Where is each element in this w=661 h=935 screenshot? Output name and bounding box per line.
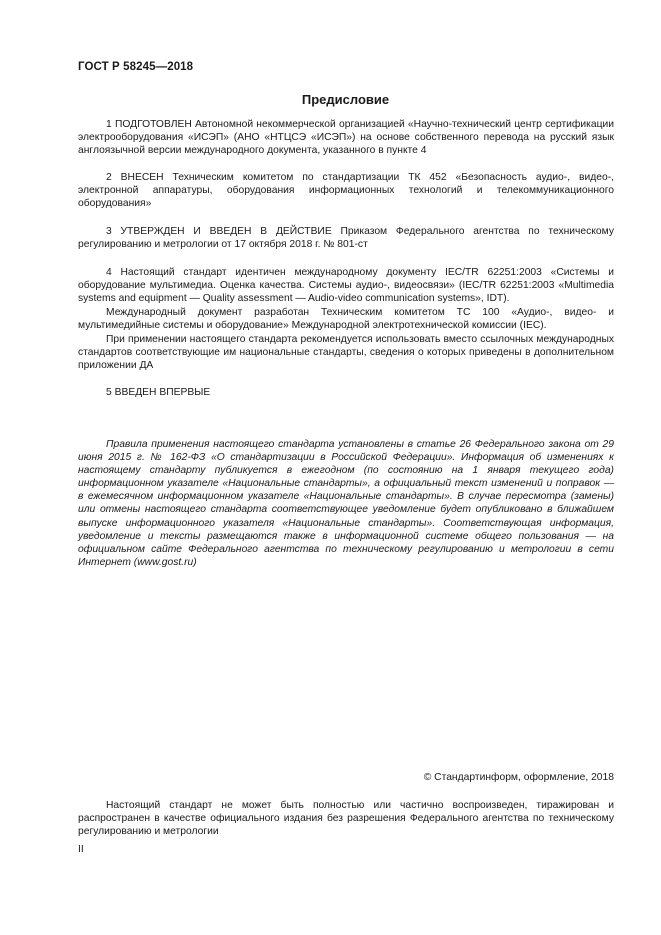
preface-item-4-references-text: При применении настоящего стандарта рекомендуется использовать вместо ссылочных международных стандартов соответствующие им национальные стандарты, сведения о которых приведены в дополнительном приложении ДА <box>78 334 614 372</box>
preface-item-4-references <box>78 333 614 372</box>
application-rules-notice <box>78 438 614 569</box>
preface-item-1-text: 1 ПОДГОТОВЛЕН Автономной некоммерческой организацией «Научно-технический центр сертификации электрооборудования «ИСЭП» (АНО «НТЦСЭ «ИСЭП») на основе собственного перевода на русский язык англоязычной версии международного документа, указанного в пункте 4 <box>78 119 614 157</box>
preface-item-2-text: 2 ВНЕСЕН Техническим комитетом по стандартизации ТК 452 «Безопасность аудио-, видео-, электронной аппаратуры, оборудования информационных технологий и телекоммуникационного оборудования» <box>78 172 614 210</box>
preface-item-4 <box>78 266 614 305</box>
preface-item-2 <box>78 171 614 210</box>
reproduction-notice-text: Настоящий стандарт не может быть полностью или частично воспроизведен, тиражирован и распространен в качестве официального издания без разрешения Федерального агентства по техническому регулированию и метрологии <box>78 800 614 838</box>
preface-item-3 <box>78 225 614 251</box>
page-number: II <box>78 844 84 855</box>
reproduction-notice <box>78 799 614 838</box>
preface-item-4-text: 4 Настоящий стандарт идентичен международному документу IEC/TR 62251:2003 «Системы и оборудование мультимедиа. Оценка качества. Системы аудио-, видеосвязи» (IEC/TR 62251:2003 «Multimedia systems and equipment — Quality assessment — Audio-video communication systems», IDT). <box>78 267 614 305</box>
preface-item-4-developer <box>78 306 614 332</box>
copyright-line: © Стандартинформ, оформление, 2018 <box>423 772 614 783</box>
preface-item-1 <box>78 118 614 157</box>
preface-item-3-text: 3 УТВЕРЖДЕН И ВВЕДЕН В ДЕЙСТВИЕ Приказом Федерального агентства по техническому регулированию и метрологии от 17 октября 2018 г. № 801-ст <box>78 226 614 251</box>
page-title: Предисловие <box>301 92 390 107</box>
preface-item-5-text: 5 ВВЕДЕН ВПЕРВЫЕ <box>106 387 211 398</box>
application-rules-text: Правила применения настоящего стандарта установлены в статье 26 Федерального закона от 29 июня 2015 г. № 162-ФЗ «О стандартизации в Российской Федерации». Информация об изменениях к настоящему стандарту публикуется в ежегодном (по состоянию на 1 января текущего года) информационном указателе «Национальные стандарты», а официальный текст изменений и поправок — в ежемесячном информационном указателе «Национальные стандарты». В случае пересмотра (замены) или отмены настоящего стандарта соответствующее уведомление будет опубликовано в ближайшем выпуске информационного указателя «Национальные стандарты». Соответствующая информация, уведомление и тексты размещаются также в информационной системе общего пользования — на официальном сайте Федерального агентства по техническому регулированию и метрологии в сети Интернет (www.gost.ru) <box>78 439 614 568</box>
standard-code: ГОСТ Р 58245—2018 <box>78 61 194 73</box>
preface-item-5 <box>78 386 614 399</box>
preface-item-4-developer-text: Международный документ разработан Техническим комитетом ТС 100 «Аудио-, видео- и мультимедийные системы и оборудование» Международной электротехнической комиссии (IEC). <box>78 307 614 332</box>
